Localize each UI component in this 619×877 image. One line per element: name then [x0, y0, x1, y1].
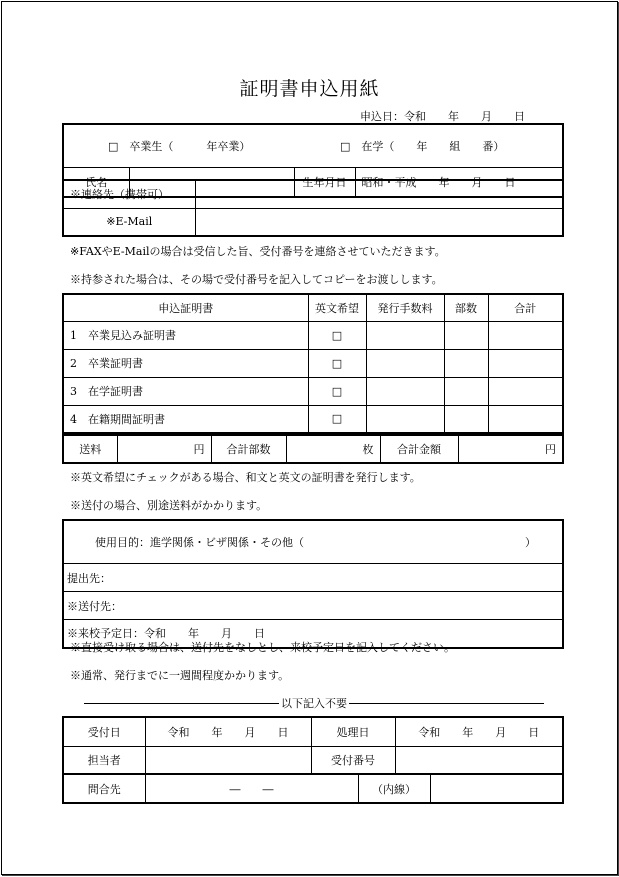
shipping-field[interactable]: [117, 435, 211, 463]
staff-label: 担当者: [63, 746, 145, 774]
received-date-field[interactable]: 令和 年 月 日: [145, 717, 311, 746]
table-row: [63, 405, 563, 433]
processed-date-label: 処理日: [311, 717, 395, 746]
english-checkbox[interactable]: □: [308, 321, 366, 349]
certificate-name: 1 卒業見込み証明書: [63, 321, 308, 349]
form-page: [1, 1, 618, 875]
status-graduate[interactable]: □ 卒業生（ 年卒業）: [107, 140, 251, 153]
extension-field[interactable]: [430, 774, 563, 803]
note-english: ※英文希望にチェックがある場合、和文と英文の証明書を発行します。: [70, 471, 421, 484]
fee-cell[interactable]: [366, 349, 444, 377]
certificate-name: 3 在学証明書: [63, 377, 308, 405]
total-copies-label: 合計部数: [211, 435, 286, 463]
header-total: 合計: [488, 294, 563, 321]
purpose-table: [62, 519, 564, 649]
form-title: 証明書申込用紙: [239, 78, 380, 100]
certificate-name: 2 卒業証明書: [63, 349, 308, 377]
receipt-no-field[interactable]: [395, 746, 563, 774]
copies-cell[interactable]: [444, 377, 488, 405]
header-certificate: 申込証明書: [63, 294, 308, 321]
note-time: ※通常、発行までに一週間程度かかります。: [70, 669, 290, 682]
extension-label: （内線）: [358, 774, 430, 803]
header-fee: 発行手数料: [366, 294, 444, 321]
total-cell[interactable]: [488, 377, 563, 405]
note-shipping: ※送付の場合、別途送料がかかります。: [70, 499, 268, 512]
contact-label: ※連絡先（携帯可）: [63, 180, 195, 208]
yen-unit: 円: [545, 443, 556, 456]
inquiry-label: 問合先: [63, 774, 145, 803]
purpose-label: 使用目的：進学関係・ビザ関係・その他（: [94, 536, 304, 549]
shipping-label: 送料: [63, 435, 117, 463]
table-row: [63, 349, 563, 377]
birth-field[interactable]: 昭和・平成 年 月 日: [355, 168, 563, 197]
table-row: [63, 377, 563, 405]
birth-label: 生年月日: [294, 168, 355, 197]
total-amount-label: 合計金額: [380, 435, 458, 463]
fee-cell[interactable]: [366, 377, 444, 405]
contact-field[interactable]: [195, 180, 563, 208]
staff-field[interactable]: [145, 746, 311, 774]
copies-cell[interactable]: [444, 349, 488, 377]
english-checkbox[interactable]: □: [308, 377, 366, 405]
yen-unit: 円: [193, 443, 205, 456]
total-amount-field[interactable]: [458, 435, 563, 463]
copies-cell[interactable]: [444, 405, 488, 433]
table-row: [63, 321, 563, 349]
send-to-field[interactable]: ※送付先：: [63, 592, 563, 620]
receipt-no-label: 受付番号: [311, 746, 395, 774]
note-direct: ※直接受け取る場合は、送付先をなしとし、来校予定日を記入してください。: [70, 641, 455, 654]
submit-to-field[interactable]: 提出先：: [63, 564, 563, 592]
total-cell[interactable]: [488, 349, 563, 377]
divider-line: [349, 703, 544, 704]
totals-table: [62, 434, 564, 464]
name-label: 氏名: [63, 168, 129, 197]
copies-cell[interactable]: [444, 321, 488, 349]
english-checkbox[interactable]: □: [308, 349, 366, 377]
total-copies-field[interactable]: [286, 435, 380, 463]
application-date: 申込日：令和 年 月 日: [360, 110, 525, 123]
divider-line: [84, 703, 279, 704]
certificate-name: 4 在籍期間証明書: [63, 405, 308, 433]
note-fax: ※FAXやE-Mailの場合は受信した旨、受付番号を連絡させていただきます。: [70, 245, 446, 258]
email-label: ※E-Mail: [63, 208, 195, 236]
english-checkbox[interactable]: □: [308, 405, 366, 433]
header-english: 英文希望: [308, 294, 366, 321]
processed-date-field[interactable]: 令和 年 月 日: [395, 717, 563, 746]
contact-table: [62, 179, 564, 237]
certificate-table: [62, 293, 564, 434]
total-cell[interactable]: [488, 321, 563, 349]
purpose-close: ）: [525, 536, 536, 549]
received-date-label: 受付日: [63, 717, 145, 746]
status-enrolled[interactable]: □ 在学（ 年 組 番）: [339, 140, 505, 153]
purpose-field[interactable]: [63, 520, 563, 564]
certificate-header-row: [63, 294, 563, 321]
fee-cell[interactable]: [366, 405, 444, 433]
fee-cell[interactable]: [366, 321, 444, 349]
note-bring: ※持参された場合は、その場で受付番号を記入してコピーをお渡しします。: [70, 273, 443, 286]
divider-label: 以下記入不要: [281, 697, 347, 710]
inquiry-field[interactable]: ― ―: [145, 774, 358, 803]
status-row: [63, 124, 563, 168]
total-cell[interactable]: [488, 405, 563, 433]
office-table: [62, 716, 564, 775]
visit-date-field[interactable]: ※来校予定日：令和 年 月 日: [63, 620, 563, 648]
office-divider: [84, 695, 544, 711]
email-field[interactable]: [195, 208, 563, 236]
header-copies: 部数: [444, 294, 488, 321]
copies-unit: 枚: [362, 443, 374, 456]
inquiry-table: [62, 773, 564, 804]
